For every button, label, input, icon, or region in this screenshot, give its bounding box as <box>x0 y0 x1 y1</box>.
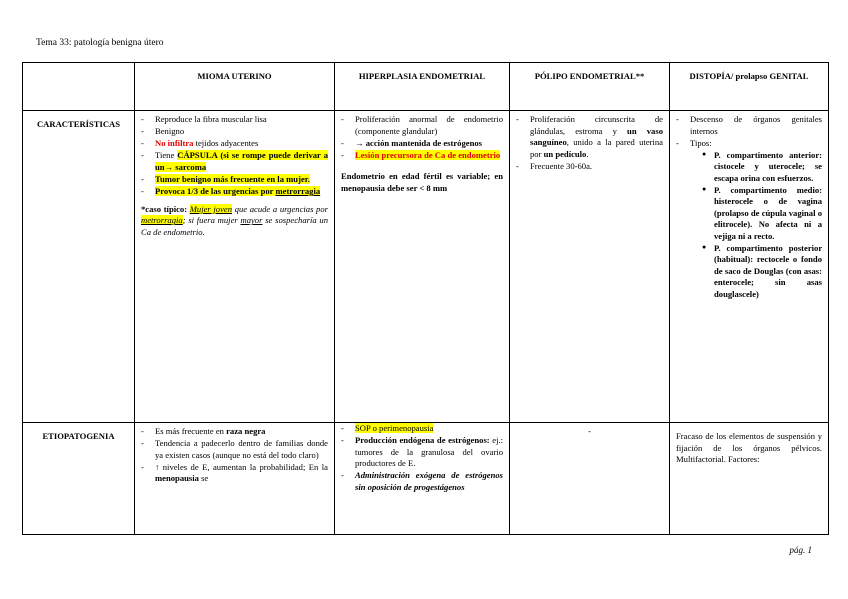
list-item: - Descenso de órganos genitales internos <box>676 114 822 137</box>
header-polipo: PÓLIPO ENDOMETRIAL** <box>510 63 670 111</box>
list-item: - Tumor benigno más frecuente en la mujer. <box>141 174 328 186</box>
list-item: - Proliferación anormal de endometrio (componente glandular) <box>341 114 503 137</box>
list-item: - → acción mantenida de estrógenos <box>341 138 503 150</box>
page-number: pág. 1 <box>789 545 812 555</box>
cell-distopia-etiopatogenia: Fracaso de los elementos de suspensión y fijación de los órganos pélvicos. Multifactorial. Factores: <box>670 423 829 535</box>
header-distopia: DISTOPÍA/ prolapso GENITAL <box>670 63 829 111</box>
endometrio-note: Endometrio en edad fértil es variable; en menopausia debe ser < 8 mm <box>341 171 503 193</box>
header-hiperplasia: HIPERPLASIA ENDOMETRIAL <box>335 63 510 111</box>
list-item: - Tendencia a padecerlo dentro de familias donde ya existen casos (aunque no está del todo claro) <box>141 438 328 461</box>
polipo-etiopatogenia-dash: - <box>588 426 591 436</box>
list-item: ● P. compartimento anterior: cistocele y uterocele; se escapa orina con esfuerzos. <box>702 150 822 185</box>
list-item: - Reproduce la fibra muscular lisa <box>141 114 328 126</box>
caso-tipico-note: *caso típico: Mujer joven que acude a urgencias por metrorragia; si fuera mujer mayor se sospecharía un Ca de endometrio. <box>141 203 328 237</box>
cell-hiperplasia-etiopatogenia <box>335 423 510 535</box>
list-item: - Tipos: <box>676 138 822 150</box>
list-item: - Frecuente 30-60a. <box>516 161 663 173</box>
row-label-caracteristicas: CARACTERÍSTICAS <box>23 111 135 423</box>
row-etiopatogenia <box>23 423 829 535</box>
list-item: - ↑ niveles de E, aumentan la probabilidad; En la menopausia se <box>141 462 328 485</box>
list-item: - Es más frecuente en raza negra <box>141 426 328 438</box>
page-title: Tema 33: patología benigna útero <box>36 38 164 48</box>
list-item: - Proliferación circunscrita de glándulas, estroma y un vaso sanguíneo, unido a la pared uterina por un pedículo. <box>516 114 663 160</box>
pathology-table <box>22 62 829 535</box>
cell-polipo-caracteristicas <box>510 111 670 423</box>
list-item: - Tiene CÁPSULA (si se rompe puede derivar a un→ sarcoma <box>141 150 328 173</box>
row-label-etiopatogenia: ETIOPATOGENIA <box>23 423 135 535</box>
header-row <box>23 63 829 111</box>
list-item: - SOP o perimenopausia <box>341 423 503 435</box>
cell-distopia-caracteristicas <box>670 111 829 423</box>
list-item: - Producción endógena de estrógenos: ej.: tumores de la granulosa del ovario productores de E. <box>341 435 503 470</box>
cell-mioma-caracteristicas <box>135 111 335 423</box>
list-item: - Lesión precursora de Ca de endometrio <box>341 150 503 162</box>
row-caracteristicas <box>23 111 829 423</box>
header-mioma: MIOMA UTERINO <box>135 63 335 111</box>
cell-mioma-etiopatogenia <box>135 423 335 535</box>
list-item: - No infiltra tejidos adyacentes <box>141 138 328 150</box>
list-item: - Benigno <box>141 126 328 138</box>
list-item: ● P. compartimento medio: histerocele o de vagina (prolapso de cúpula vaginal o elitrocele). No afecta ni a vejiga ni a recto. <box>702 185 822 243</box>
list-item: - Provoca 1/3 de las urgencias por metrorragia <box>141 186 328 198</box>
header-empty <box>23 63 135 111</box>
cell-hiperplasia-caracteristicas <box>335 111 510 423</box>
list-item: ● P. compartimento posterior (habitual): rectocele o fondo de saco de Douglas (con asas: enterocele; sin asas douglascele) <box>702 243 822 301</box>
cell-polipo-etiopatogenia <box>510 423 670 535</box>
list-item: - Administración exógena de estrógenos sin oposición de progestágenos <box>341 470 503 493</box>
